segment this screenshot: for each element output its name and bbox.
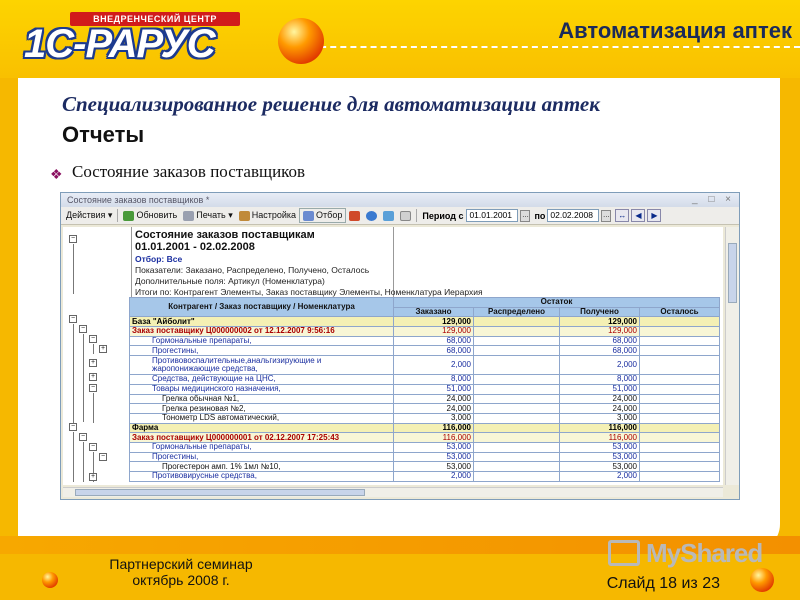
- cell-received: 2,000: [560, 472, 640, 482]
- chart-icon: [349, 211, 360, 221]
- report-totals: Итоги по: Контрагент Элементы, Заказ поставщику Элементы, Номенклатура Иерархия: [135, 287, 483, 297]
- period-from-input[interactable]: 01.01.2001: [466, 209, 518, 222]
- table-row[interactable]: [130, 336, 720, 346]
- row-label: Фарма: [130, 423, 394, 433]
- cell-remaining: [640, 462, 720, 472]
- row-label: Заказ поставщику Ц000000002 от 12.12.2007 9:56:16: [130, 327, 394, 337]
- cell-remaining: [640, 356, 720, 375]
- refresh-button[interactable]: [120, 208, 180, 223]
- tree-line: [83, 442, 84, 482]
- bullet-text: Состояние заказов поставщиков: [72, 162, 306, 181]
- tree-line: [73, 324, 74, 424]
- collapse-icon[interactable]: −: [90, 443, 96, 450]
- collapse-icon[interactable]: −: [70, 423, 76, 430]
- cell-remaining: [640, 413, 720, 423]
- cell-received: 53,000: [560, 462, 640, 472]
- company-logo: [24, 12, 242, 68]
- slide-counter: Слайд 18 из 23: [606, 575, 720, 592]
- table-icon: [383, 211, 394, 221]
- collapse-icon[interactable]: −: [70, 315, 76, 322]
- row-label: Тонометр LDS автоматический,: [130, 413, 394, 423]
- report-area: [63, 227, 723, 485]
- next-period-button[interactable]: ▶: [647, 209, 661, 222]
- cell-ordered: 68,000: [394, 336, 474, 346]
- period-to-input[interactable]: 02.02.2008: [547, 209, 599, 222]
- chart-button[interactable]: [346, 208, 363, 223]
- collapse-icon[interactable]: −: [100, 453, 106, 460]
- print-button[interactable]: [180, 208, 236, 223]
- footer-line2: октябрь 2008 г.: [132, 572, 230, 588]
- cell-ordered: 129,000: [394, 327, 474, 337]
- tools-icon: [239, 211, 250, 221]
- cell-distributed: [474, 433, 560, 443]
- print-label: Печать ▾: [196, 210, 233, 220]
- col-header: Заказано: [394, 307, 474, 317]
- calendar-from-button[interactable]: …: [520, 210, 530, 222]
- cell-received: 51,000: [560, 384, 640, 394]
- report-table: [129, 297, 720, 482]
- cell-ordered: 116,000: [394, 423, 474, 433]
- actions-menu-button[interactable]: [63, 208, 115, 223]
- row-label: Грелка резиновая №2,: [130, 404, 394, 414]
- tree-line: [93, 393, 94, 423]
- tree-line: [73, 432, 74, 482]
- cell-ordered: 51,000: [394, 384, 474, 394]
- cell-received: 129,000: [560, 327, 640, 337]
- cell-distributed: [474, 472, 560, 482]
- cell-ordered: 129,000: [394, 317, 474, 327]
- printer-icon: [183, 211, 194, 221]
- cell-remaining: [640, 384, 720, 394]
- expand-icon[interactable]: +: [90, 473, 96, 480]
- expand-icon[interactable]: +: [100, 345, 106, 352]
- horizontal-scrollbar[interactable]: [63, 487, 723, 497]
- toolbar-separator: [117, 209, 118, 222]
- vertical-scrollbar[interactable]: [725, 227, 739, 485]
- table-row[interactable]: [130, 433, 720, 443]
- cell-remaining: [640, 404, 720, 414]
- row-label: Противовоспалительные,анальгизирующие и жаропонижающие средства,: [130, 356, 394, 375]
- cell-ordered: 116,000: [394, 433, 474, 443]
- cell-distributed: [474, 452, 560, 462]
- watermark-icon: [608, 540, 640, 566]
- table-row[interactable]: [130, 356, 720, 375]
- cell-remaining: [640, 452, 720, 462]
- report-extra-fields: Дополнительные поля: Артикул (Номенклатура): [135, 276, 325, 286]
- prev-period-button[interactable]: ◀: [631, 209, 645, 222]
- bullet-diamond-icon: ❖: [50, 166, 63, 182]
- cell-ordered: 53,000: [394, 442, 474, 452]
- row-label: Противовирусные средства,: [130, 472, 394, 482]
- period-range-button[interactable]: ↔: [615, 209, 629, 222]
- period-label: Период с: [422, 210, 464, 221]
- calendar-to-button[interactable]: …: [601, 210, 611, 222]
- cell-ordered: 24,000: [394, 404, 474, 414]
- table-row[interactable]: [130, 394, 720, 404]
- scroll-thumb[interactable]: [75, 489, 365, 496]
- cell-received: 116,000: [560, 433, 640, 443]
- toolbar-separator: [416, 209, 417, 222]
- table-row[interactable]: [130, 462, 720, 472]
- report-toolbar: [61, 207, 739, 225]
- row-label: Прогестины,: [130, 452, 394, 462]
- cell-received: 116,000: [560, 423, 640, 433]
- logo-tagline: ВНЕДРЕНЧЕСКИЙ ЦЕНТР: [70, 12, 240, 26]
- collapse-icon[interactable]: −: [80, 433, 86, 440]
- layout-button[interactable]: [397, 208, 414, 223]
- cell-received: 8,000: [560, 375, 640, 385]
- refresh-label: Обновить: [136, 210, 178, 220]
- cell-distributed: [474, 394, 560, 404]
- table-row[interactable]: [130, 472, 720, 482]
- footer-event: [0, 556, 362, 588]
- expand-icon[interactable]: +: [90, 359, 96, 366]
- period-to-label: по: [534, 210, 546, 221]
- dashed-divider: [300, 46, 800, 48]
- cell-distributed: [474, 346, 560, 356]
- cell-distributed: [474, 413, 560, 423]
- cell-received: 24,000: [560, 394, 640, 404]
- cell-remaining: [640, 336, 720, 346]
- settings-button[interactable]: [236, 208, 299, 223]
- table-row[interactable]: [130, 384, 720, 394]
- table-row[interactable]: [130, 404, 720, 414]
- cell-distributed: [474, 317, 560, 327]
- pie-chart-icon: [366, 211, 377, 221]
- report-filter: Отбор: Все: [135, 254, 183, 264]
- cell-ordered: 53,000: [394, 452, 474, 462]
- cell-distributed: [474, 404, 560, 414]
- window-controls[interactable]: _ □ ×: [692, 194, 735, 205]
- window-title: Состояние заказов поставщиков *: [67, 195, 210, 205]
- refresh-icon: [123, 211, 134, 221]
- col-header-main: Контрагент / Заказ поставщику / Номенклатура: [130, 298, 394, 317]
- header-title: Автоматизация аптек: [558, 18, 792, 43]
- cell-remaining: [640, 375, 720, 385]
- cell-ordered: 24,000: [394, 394, 474, 404]
- expand-icon[interactable]: +: [90, 373, 96, 380]
- cell-distributed: [474, 336, 560, 346]
- cell-received: 68,000: [560, 346, 640, 356]
- report-period: 01.01.2001 - 02.02.2008: [135, 241, 255, 253]
- cell-remaining: [640, 433, 720, 443]
- cell-remaining: [640, 346, 720, 356]
- cell-distributed: [474, 327, 560, 337]
- row-label: Гормональные препараты,: [130, 336, 394, 346]
- collapse-icon[interactable]: −: [90, 384, 96, 391]
- slide-subtitle: Специализированное решение для автоматизации аптек: [62, 92, 600, 116]
- table-row[interactable]: [130, 423, 720, 433]
- layout-icon: [400, 211, 411, 221]
- table-row[interactable]: [130, 317, 720, 327]
- cell-received: 129,000: [560, 317, 640, 327]
- actions-label: Действия ▾: [66, 210, 113, 220]
- cell-ordered: 68,000: [394, 346, 474, 356]
- window-titlebar[interactable]: [61, 193, 739, 207]
- report-title: Состояние заказов поставщикам: [135, 229, 315, 241]
- collapse-icon[interactable]: −: [90, 335, 96, 342]
- cell-remaining: [640, 442, 720, 452]
- cell-ordered: 53,000: [394, 462, 474, 472]
- tree-line: [83, 334, 84, 422]
- table-row[interactable]: [130, 327, 720, 337]
- col-header: Распределено: [474, 307, 560, 317]
- cell-distributed: [474, 423, 560, 433]
- cell-ordered: 3,000: [394, 413, 474, 423]
- cell-received: 53,000: [560, 442, 640, 452]
- filter-button[interactable]: [299, 208, 346, 223]
- col-header: Осталось: [640, 307, 720, 317]
- section-heading: Отчеты: [62, 122, 145, 147]
- settings-label: Настройка: [251, 210, 297, 220]
- cell-remaining: [640, 327, 720, 337]
- logo-text: 1С-РАРУС: [24, 22, 215, 66]
- cell-received: 24,000: [560, 404, 640, 414]
- cell-remaining: [640, 472, 720, 482]
- cell-distributed: [474, 384, 560, 394]
- row-label: Средства, действующие на ЦНС,: [130, 375, 394, 385]
- row-label: Прогестерон амп. 1% 1мл №10,: [130, 462, 394, 472]
- cell-ordered: 8,000: [394, 375, 474, 385]
- cell-remaining: [640, 394, 720, 404]
- table-row[interactable]: [130, 442, 720, 452]
- cell-received: 2,000: [560, 356, 640, 375]
- table-row[interactable]: [130, 452, 720, 462]
- row-label: Грелка обычная №1,: [130, 394, 394, 404]
- cell-remaining: [640, 317, 720, 327]
- table-row[interactable]: [130, 346, 720, 356]
- tree-line: [93, 344, 94, 354]
- cell-distributed: [474, 442, 560, 452]
- table-row[interactable]: [130, 413, 720, 423]
- grouping-tree: [67, 227, 125, 485]
- row-label: Гормональные препараты,: [130, 442, 394, 452]
- cell-received: 3,000: [560, 413, 640, 423]
- tree-line: [73, 244, 74, 294]
- collapse-icon[interactable]: −: [80, 325, 86, 332]
- cell-ordered: 2,000: [394, 356, 474, 375]
- cell-distributed: [474, 462, 560, 472]
- table-row[interactable]: [130, 375, 720, 385]
- cell-received: 68,000: [560, 336, 640, 346]
- footer-line1: Партнерский семинар: [109, 556, 253, 572]
- cell-received: 53,000: [560, 452, 640, 462]
- row-label: Заказ поставщику Ц000000001 от 02.12.2007 17:25:43: [130, 433, 394, 443]
- report-window: [60, 192, 740, 500]
- row-label: Прогестины,: [130, 346, 394, 356]
- filter-label: Отбор: [316, 210, 343, 220]
- table-button[interactable]: [380, 208, 397, 223]
- orange-orb-icon: [278, 18, 324, 64]
- cell-distributed: [474, 356, 560, 375]
- row-label: Товары медицинского назначения,: [130, 384, 394, 394]
- cell-remaining: [640, 423, 720, 433]
- collapse-icon[interactable]: −: [70, 235, 76, 242]
- scroll-thumb[interactable]: [728, 243, 737, 303]
- pie-button[interactable]: [363, 208, 380, 223]
- cell-distributed: [474, 375, 560, 385]
- cell-ordered: 2,000: [394, 472, 474, 482]
- col-header-group: Остаток: [394, 298, 720, 308]
- watermark: MyShared: [646, 538, 763, 568]
- orange-orb-icon: [750, 568, 774, 592]
- filter-icon: [303, 211, 314, 221]
- col-header: Получено: [560, 307, 640, 317]
- row-label: База "Айболит": [130, 317, 394, 327]
- report-indicators: Показатели: Заказано, Распределено, Получено, Осталось: [135, 265, 370, 275]
